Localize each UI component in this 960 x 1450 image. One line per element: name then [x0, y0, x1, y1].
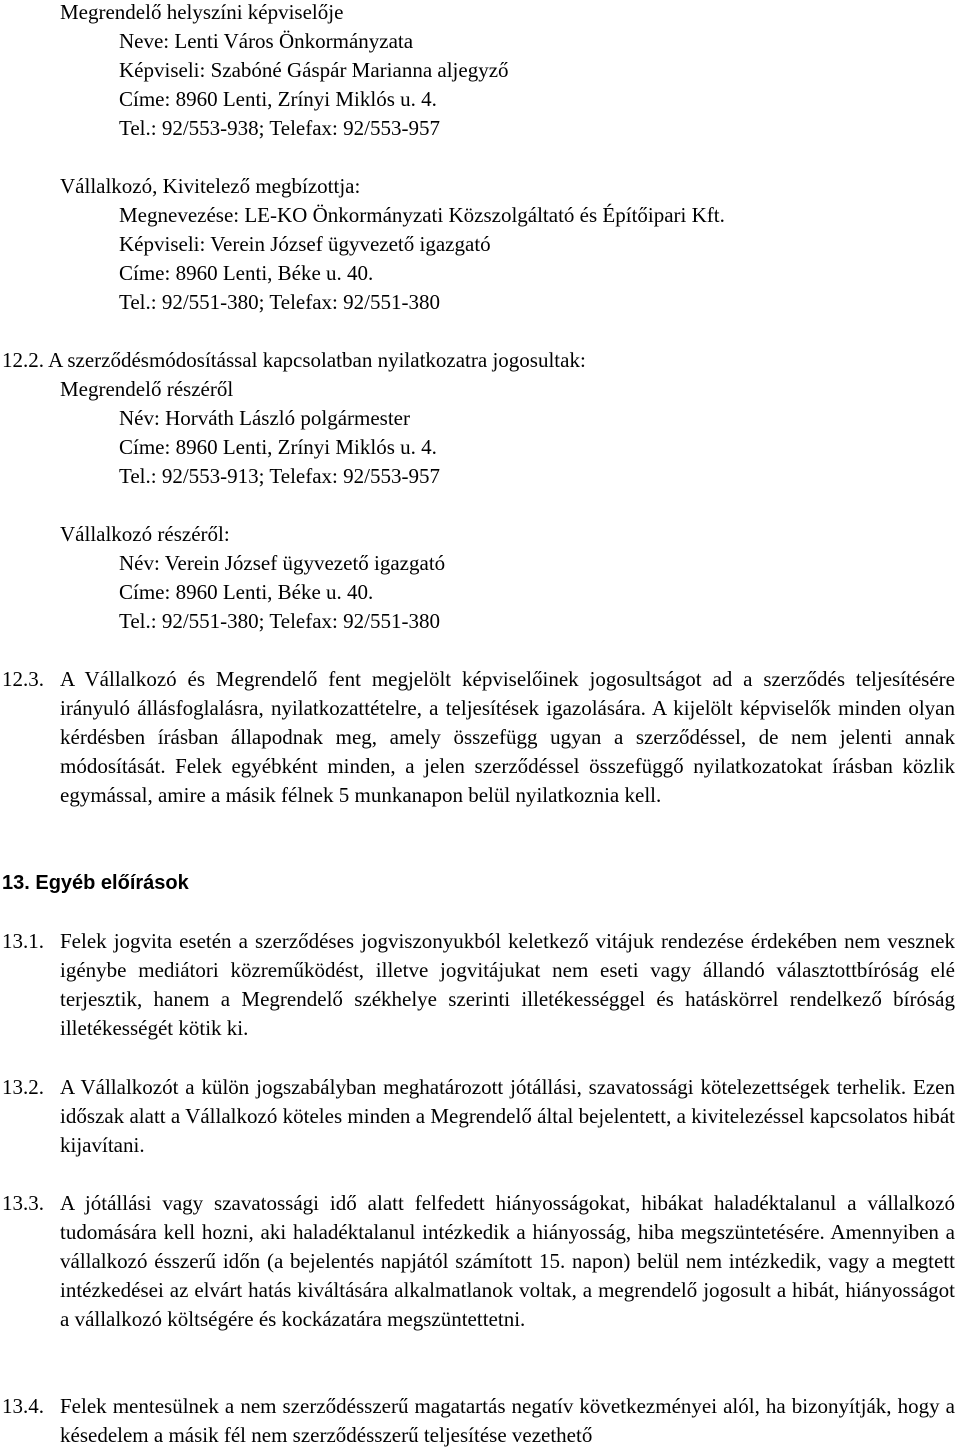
section-12-2-intro: 12.2. A szerződésmódosítással kapcsolatban nyilatkozatra jogosultak:: [2, 348, 586, 372]
customer-side-address: Címe: 8960 Lenti, Zrínyi Miklós u. 4.: [119, 435, 437, 459]
rep-person: Képviseli: Szabóné Gáspár Marianna aljegyző: [119, 58, 509, 82]
section-13-4-text: Felek mentesülnek a nem szerződésszerű magatartás negatív következményei alól, ha bizonyítják, hogy a késedelem a másik fél nem szerződésszerű teljesítése vezethető: [60, 1394, 955, 1447]
section-12-3-number: 12.3.: [2, 667, 44, 691]
section-13-1-number: 13.1.: [2, 929, 44, 953]
section-13-1-text: Felek jogvita esetén a szerződéses jogviszonyukból keletkező vitájuk rendezése érdekében nem vesznek igénybe mediátori közreműködést, illetve jogvitájukat nem eseti vagy állandó választottbíróság elé terjesztik, hanem a Megrendelő székhelye szerinti illetékességgel és hatáskörrel rendelkező bíróság illetékességét kötik ki.: [60, 929, 955, 1040]
section-12-3-text: A Vállalkozó és Megrendelő fent megjelölt képviselőinek jogosultságot ad a szerződés teljesítésére irányuló állásfoglalásra, nyilatkozattételre, a teljesítések igazolására. A kijelölt képviselők minden olyan kérdésben írásban állapodnak meg, amely összefügg ugyan a szerződéssel, de nem jelenti annak módosítását. Felek egyébként minden, a jelen szerződéssel összefüggő nyilatkozatokat írásban közlik egymással, amire a másik félnek 5 munkanapon belül nyilatkoznia kell.: [60, 667, 955, 807]
contractor-side-phone: Tel.: 92/551-380; Telefax: 92/551-380: [119, 609, 440, 633]
rep-phone: Tel.: 92/553-938; Telefax: 92/553-957: [119, 116, 440, 140]
contractor-name: Megnevezése: LE-KO Önkormányzati Közszolgáltató és Építőipari Kft.: [119, 203, 725, 227]
contractor-side-title: Vállalkozó részéről:: [60, 522, 230, 546]
rep-address: Címe: 8960 Lenti, Zrínyi Miklós u. 4.: [119, 87, 437, 111]
section-13-4-number: 13.4.: [2, 1394, 44, 1418]
rep-title: Megrendelő helyszíni képviselője: [60, 0, 344, 24]
contractor-phone: Tel.: 92/551-380; Telefax: 92/551-380: [119, 290, 440, 314]
contractor-side-name: Név: Verein József ügyvezető igazgató: [119, 551, 446, 575]
section-13-2-number: 13.2.: [2, 1075, 44, 1099]
section-13-heading: 13. Egyéb előírások: [2, 872, 189, 894]
section-13-3-number: 13.3.: [2, 1191, 44, 1215]
customer-side-title: Megrendelő részéről: [60, 377, 234, 401]
contractor-title: Vállalkozó, Kivitelező megbízottja:: [60, 174, 361, 198]
customer-side-phone: Tel.: 92/553-913; Telefax: 92/553-957: [119, 464, 440, 488]
rep-name: Neve: Lenti Város Önkormányzata: [119, 29, 414, 53]
contractor-side-address: Címe: 8960 Lenti, Béke u. 40.: [119, 580, 374, 604]
customer-side-name: Név: Horváth László polgármester: [119, 406, 410, 430]
section-13-3-text: A jótállási vagy szavatossági idő alatt felfedett hiányosságokat, hibákat haladéktalanul a vállalkozó tudomására kell hozni, aki haladéktalanul intézkedik a hiányosság, hiba megszüntetésére. Amennyiben a vállalkozó ésszerű időn (a bejelentés napjától számított 15. napon) belül nem intézkedik, vagy a megtett intézkedései az elvárt hatás kiváltására alkalmatlanok voltak, a megrendelő jogosult a hibát, hiányosságot a vállalkozó költségére és kockázatára megszüntettetni.: [60, 1191, 955, 1331]
contractor-address: Címe: 8960 Lenti, Béke u. 40.: [119, 261, 374, 285]
contractor-rep: Képviseli: Verein József ügyvezető igazgató: [119, 232, 491, 256]
section-13-2-text: A Vállalkozót a külön jogszabályban meghatározott jótállási, szavatossági kötelezettségek terhelik. Ezen időszak alatt a Vállalkozó köteles minden a Megrendelő által bejelentett, a kivitelezéssel kapcsolatos hibát kijavítani.: [60, 1075, 955, 1157]
